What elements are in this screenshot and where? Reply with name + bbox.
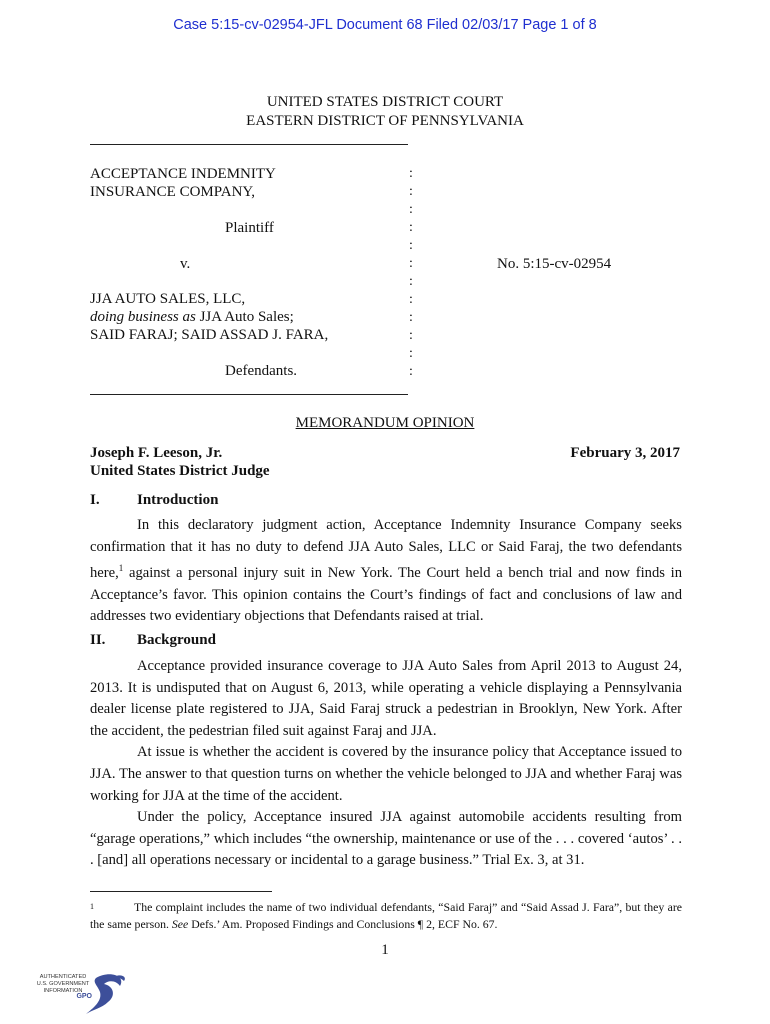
defendant-name-line3: SAID FARAJ; SAID ASSAD J. FARA,: [90, 327, 329, 343]
caption-colon: :: [409, 238, 413, 253]
caption-colon: :: [409, 166, 413, 181]
document-title: MEMORANDUM OPINION: [295, 415, 475, 431]
paragraph: At issue is whether the accident is covered by the insurance policy that Acceptance issued to JJA. The answer to that question turns on whether the vehicle belonged to JJA and whether Faraj was working for JJA at the time of the accident.: [90, 744, 682, 804]
plaintiff-name-line1: ACCEPTANCE INDEMNITY: [90, 166, 276, 182]
caption-colon: :: [409, 274, 413, 289]
opinion-date: February 3, 2017: [570, 445, 680, 461]
court-district: EASTERN DISTRICT OF PENNSYLVANIA: [246, 113, 524, 129]
section-2-number: II.: [90, 632, 106, 648]
court-name: UNITED STATES DISTRICT COURT: [266, 94, 504, 110]
caption-colon: :: [409, 346, 413, 361]
judge-title: United States District Judge: [90, 463, 270, 479]
gpo-authentication-seal: [30, 970, 130, 1018]
section-1-number: I.: [90, 492, 100, 508]
paragraph: Under the policy, Acceptance insured JJA against automobile accidents resulting from “garage operations,” which includes “the ownership, maintenance or use of the . . . covered ‘autos’ . . . [and] all operations necessary or incidental to a garage business.” Trial Ex. 3, at 31.: [90, 809, 682, 869]
page-number: 1: [381, 942, 389, 958]
caption-colon: :: [409, 328, 413, 343]
seal-line-information: INFORMATION: [43, 987, 83, 994]
caption-colon: :: [409, 202, 413, 217]
caption-colon: :: [409, 310, 413, 325]
section-1-body: [90, 515, 682, 628]
judge-name: Joseph F. Leeson, Jr.: [90, 445, 223, 461]
section-2-heading: Background: [137, 632, 216, 648]
caption-colon: :: [409, 364, 413, 379]
caption-colon: :: [409, 256, 413, 271]
defendant-role: Defendants.: [225, 363, 298, 379]
caption-top-rule: [90, 144, 408, 145]
footnote-number: 1: [90, 902, 94, 911]
plaintiff-role: Plaintiff: [225, 220, 274, 236]
footnote-rule: [90, 891, 272, 892]
footnote-ref: 1: [118, 563, 124, 574]
section-2-body: [90, 656, 682, 872]
caption-bottom-rule: [90, 394, 408, 395]
footnote-1: [90, 899, 682, 932]
footnote-text: $^1$ The complaint includes the name of two individual defendants, “Said Faraj” and “Said Assad J. Fara”, but they are the same person. See Defs.’ Am. Proposed Findings and Conclusions ¶ 2, ECF No. 67.: [90, 900, 682, 931]
caption-colon: :: [409, 292, 413, 307]
caption-colon: :: [409, 220, 413, 235]
defendant-name-line1: JJA AUTO SALES, LLC,: [90, 291, 246, 307]
seal-line-gpo: GPO: [76, 993, 92, 1001]
section-1-heading: Introduction: [137, 492, 219, 508]
plaintiff-name-line2: INSURANCE COMPANY,: [90, 184, 256, 200]
seal-line-government: U.S. GOVERNMENT: [36, 980, 90, 987]
seal-line-authenticated: AUTHENTICATED: [39, 974, 87, 980]
case-header-stamp: Case 5:15-cv-02954-JFL Document 68 Filed 02/03/17 Page 1 of 8: [173, 17, 597, 33]
caption-colon: :: [409, 184, 413, 199]
paragraph: Acceptance provided insurance coverage to JJA Auto Sales from April 2013 to August 24, 2013. It is undisputed that on August 6, 2013, while operating a vehicle displaying a Pennsylvania dealer license plate registered to JJA, Said Faraj struck a pedestrian in Brooklyn, New York. After the accident, the pedestrian filed suit against Faraj and JJA.: [90, 658, 682, 739]
versus-label: v.: [180, 256, 191, 272]
defendant-name-line2: doing business as JJA Auto Sales;: [90, 309, 294, 325]
paragraph: In this declaratory judgment action, Acceptance Indemnity Insurance Company seeks confirmation that it has no duty to defend JJA Auto Sales, LLC or Said Faraj, the two defendants here,$^1$ against a personal injury suit in New York. The Court held a bench trial and now finds in Acceptance’s favor. This opinion contains the Court’s findings of fact and conclusions of law and addresses two evidentiary objections that Defendants raised at trial.: [90, 517, 682, 625]
case-number: No. 5:15-cv-02954: [497, 256, 612, 272]
